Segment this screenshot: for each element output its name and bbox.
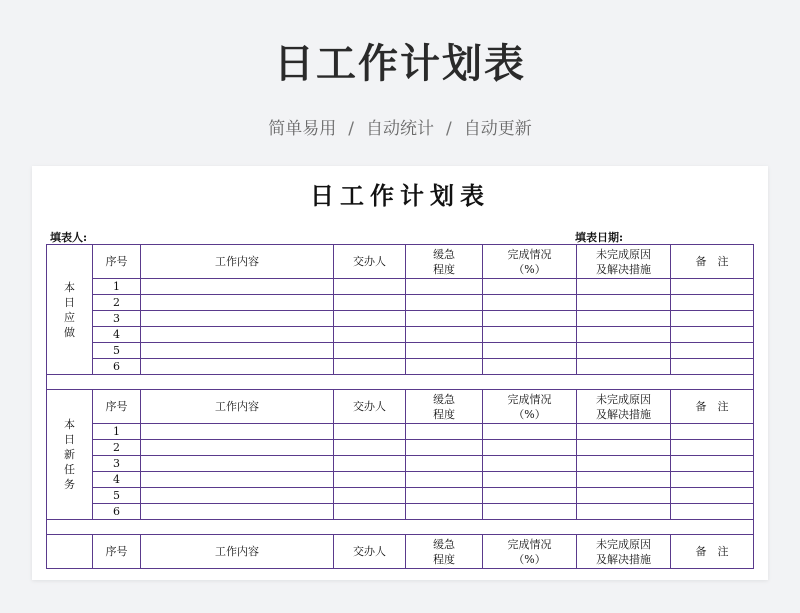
row-seq: 1 [93, 279, 141, 295]
editable-cell[interactable] [671, 488, 754, 504]
editable-cell[interactable] [141, 424, 334, 440]
header-assignee: 交办人 [334, 535, 406, 569]
header-status-line2: （%） [513, 552, 546, 566]
table-row [47, 295, 754, 311]
editable-cell[interactable] [671, 295, 754, 311]
editable-cell[interactable] [483, 359, 577, 375]
header-remark: 备 注 [671, 390, 754, 424]
table-row [47, 279, 754, 295]
section-label [47, 535, 93, 569]
editable-cell[interactable] [577, 456, 671, 472]
table-row [47, 440, 754, 456]
header-status-line1: 完成情况 [507, 537, 552, 551]
editable-cell[interactable] [671, 456, 754, 472]
section-gap [47, 520, 754, 535]
editable-cell[interactable] [577, 327, 671, 343]
header-reason-line1: 未完成原因 [596, 247, 651, 261]
editable-cell[interactable] [334, 311, 406, 327]
document-title: 日工作计划表 [310, 181, 490, 210]
header-remark: 备 注 [671, 535, 754, 569]
header-content: 工作内容 [141, 245, 334, 279]
row-seq: 2 [93, 440, 141, 456]
header-urgency [406, 245, 483, 279]
section-label-char: 本 [64, 418, 75, 431]
section-label-char: 应 [64, 310, 75, 324]
editable-cell[interactable] [671, 359, 754, 375]
header-reason-line1: 未完成原因 [596, 537, 651, 551]
separator: / [348, 119, 354, 139]
editable-cell[interactable] [671, 440, 754, 456]
section-label-char: 任 [64, 463, 75, 476]
editable-cell[interactable] [577, 440, 671, 456]
editable-cell[interactable] [406, 456, 483, 472]
date-label: 填表日期: [575, 231, 624, 244]
table-row [47, 311, 754, 327]
header-status [483, 535, 577, 569]
editable-cell[interactable] [406, 504, 483, 520]
editable-cell[interactable] [671, 343, 754, 359]
gap-cell [47, 520, 754, 535]
row-seq: 5 [93, 343, 141, 359]
section-label-char: 做 [64, 325, 75, 339]
editable-cell[interactable] [141, 440, 334, 456]
editable-cell[interactable] [577, 295, 671, 311]
editable-cell[interactable] [483, 488, 577, 504]
spreadsheet-preview [32, 166, 768, 580]
table-row [47, 343, 754, 359]
header-status-line1: 完成情况 [507, 392, 552, 406]
editable-cell[interactable] [141, 456, 334, 472]
editable-cell[interactable] [334, 472, 406, 488]
editable-cell[interactable] [671, 504, 754, 520]
editable-cell[interactable] [141, 472, 334, 488]
editable-cell[interactable] [334, 343, 406, 359]
header-row [47, 535, 754, 569]
editable-cell[interactable] [577, 504, 671, 520]
row-seq: 6 [93, 359, 141, 375]
row-seq: 4 [93, 472, 141, 488]
editable-cell[interactable] [406, 472, 483, 488]
header-row [47, 390, 754, 424]
header-remark: 备 注 [671, 245, 754, 279]
editable-cell[interactable] [671, 279, 754, 295]
header-content: 工作内容 [141, 390, 334, 424]
editable-cell[interactable] [577, 279, 671, 295]
header-seq: 序号 [93, 535, 141, 569]
editable-cell[interactable] [406, 488, 483, 504]
editable-cell[interactable] [406, 440, 483, 456]
header-reason [577, 390, 671, 424]
header-assignee: 交办人 [334, 390, 406, 424]
table-row [47, 359, 754, 375]
row-seq: 3 [93, 456, 141, 472]
editable-cell[interactable] [406, 343, 483, 359]
section-label-char: 务 [64, 478, 75, 491]
row-seq: 6 [93, 504, 141, 520]
table-row [47, 424, 754, 440]
editable-cell[interactable] [483, 456, 577, 472]
editable-cell[interactable] [483, 472, 577, 488]
editable-cell[interactable] [671, 327, 754, 343]
editable-cell[interactable] [577, 488, 671, 504]
editable-cell[interactable] [406, 424, 483, 440]
row-seq: 1 [93, 424, 141, 440]
header-urgency [406, 535, 483, 569]
header-reason-line1: 未完成原因 [596, 392, 651, 406]
editable-cell[interactable] [334, 295, 406, 311]
gap-cell [47, 375, 754, 390]
table-row [47, 456, 754, 472]
header-status-line1: 完成情况 [507, 247, 552, 261]
editable-cell[interactable] [334, 424, 406, 440]
table-row [47, 504, 754, 520]
section-label-char: 日 [64, 295, 75, 309]
header-urgency-line1: 缓急 [433, 247, 455, 261]
feature-3: 自动更新 [463, 119, 532, 139]
row-seq: 2 [93, 295, 141, 311]
header-row [47, 245, 754, 279]
header-urgency [406, 390, 483, 424]
header-reason [577, 535, 671, 569]
table-row [47, 472, 754, 488]
section-label-char: 本 [64, 280, 75, 294]
table-row [47, 327, 754, 343]
editable-cell[interactable] [141, 327, 334, 343]
row-seq: 3 [93, 311, 141, 327]
editable-cell[interactable] [406, 311, 483, 327]
editable-cell[interactable] [577, 472, 671, 488]
editable-cell[interactable] [141, 311, 334, 327]
header-status [483, 245, 577, 279]
editable-cell[interactable] [483, 504, 577, 520]
editable-cell[interactable] [334, 327, 406, 343]
editable-cell[interactable] [141, 488, 334, 504]
editable-cell[interactable] [483, 279, 577, 295]
editable-cell[interactable] [141, 504, 334, 520]
editable-cell[interactable] [483, 295, 577, 311]
editable-cell[interactable] [406, 279, 483, 295]
editable-cell[interactable] [334, 359, 406, 375]
editable-cell[interactable] [141, 295, 334, 311]
header-status-line2: （%） [513, 407, 546, 421]
editable-cell[interactable] [406, 295, 483, 311]
editable-cell[interactable] [483, 343, 577, 359]
editable-cell[interactable] [483, 311, 577, 327]
editable-cell[interactable] [577, 424, 671, 440]
editable-cell[interactable] [334, 456, 406, 472]
editable-cell[interactable] [577, 311, 671, 327]
feature-tagline [0, 114, 800, 139]
header-urgency-line1: 缓急 [433, 392, 455, 406]
editable-cell[interactable] [671, 472, 754, 488]
editable-cell[interactable] [334, 279, 406, 295]
header-seq: 序号 [93, 245, 141, 279]
header-status [483, 390, 577, 424]
editable-cell[interactable] [671, 311, 754, 327]
editable-cell[interactable] [406, 327, 483, 343]
header-urgency-line2: 程度 [433, 262, 455, 276]
editable-cell[interactable] [141, 279, 334, 295]
feature-2: 自动统计 [366, 119, 434, 139]
header-urgency-line2: 程度 [433, 552, 455, 566]
filler-label: 填表人: [50, 231, 88, 244]
plan-table [46, 244, 754, 569]
row-seq: 4 [93, 327, 141, 343]
page-title: 日工作计划表 [274, 41, 526, 87]
section-label [47, 390, 93, 520]
editable-cell[interactable] [334, 504, 406, 520]
header-urgency-line2: 程度 [433, 407, 455, 421]
editable-cell[interactable] [577, 359, 671, 375]
header-seq: 序号 [93, 390, 141, 424]
editable-cell[interactable] [483, 424, 577, 440]
editable-cell[interactable] [483, 327, 577, 343]
editable-cell[interactable] [406, 359, 483, 375]
editable-cell[interactable] [483, 440, 577, 456]
section-label [47, 245, 93, 375]
editable-cell[interactable] [671, 424, 754, 440]
row-seq: 5 [93, 488, 141, 504]
editable-cell[interactable] [141, 359, 334, 375]
editable-cell[interactable] [334, 440, 406, 456]
section-label-char: 日 [64, 433, 75, 446]
header-reason-line2: 及解决措施 [596, 407, 651, 421]
editable-cell[interactable] [141, 343, 334, 359]
header-assignee: 交办人 [334, 245, 406, 279]
editable-cell[interactable] [334, 488, 406, 504]
section-gap [47, 375, 754, 390]
editable-cell[interactable] [577, 343, 671, 359]
header-reason-line2: 及解决措施 [596, 552, 651, 566]
header-status-line2: （%） [513, 262, 546, 276]
separator: / [446, 119, 452, 139]
header-reason-line2: 及解决措施 [596, 262, 651, 276]
header-urgency-line1: 缓急 [433, 537, 455, 551]
header-reason [577, 245, 671, 279]
header-content: 工作内容 [141, 535, 334, 569]
section-label-char: 新 [64, 448, 75, 461]
table-row [47, 488, 754, 504]
feature-1: 简单易用 [268, 119, 337, 139]
